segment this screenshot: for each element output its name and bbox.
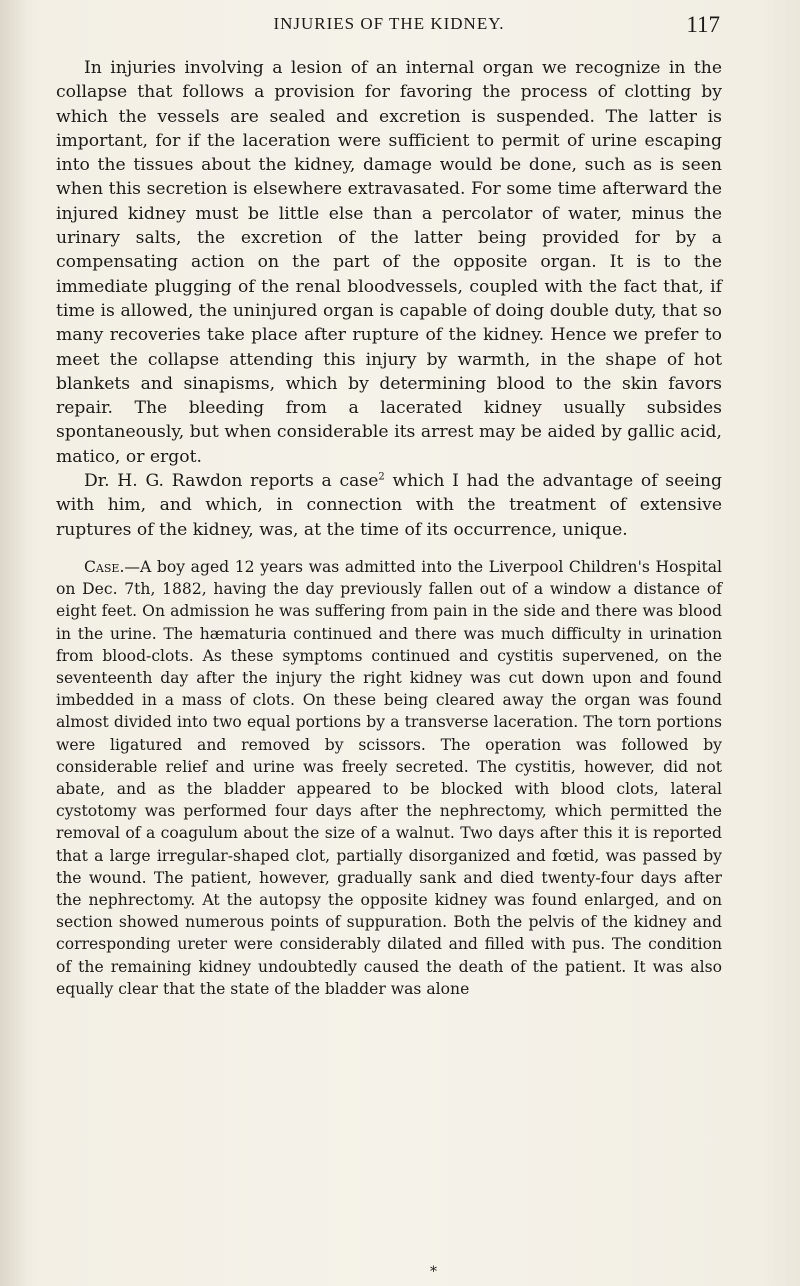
paragraph-rawdon-report [56, 469, 722, 542]
body-text [56, 56, 722, 1000]
case-paragraph [56, 556, 722, 1000]
footnote-reference: 2 [378, 471, 385, 483]
paragraph-collapse-treatment: In injuries involving a lesion of an internal organ we recognize in the collapse that follows a provision for favoring the process of clotting by which the vessels are sealed and excretion is suspended. The latter is important, for if the laceration were sufficient to permit of urine escaping into the tissues about the kidney, damage would be done, such as is seen when this secretion is elsewhere extravasated. For some time afterward the injured kidney must be little else than a percolator of water, minus the urinary salts, the excretion of the latter being provided for by a compensating action on the part of the opposite organ. It is to the immediate plugging of the renal bloodvessels, coupled with the fact that, if time is allowed, the uninjured organ is capable of doing double duty, that so many recoveries take place after rupture of the kidney. Hence we prefer to meet the collapse attending this injury by warmth, in the shape of hot blankets and sinapisms, which by determining blood to the skin favors repair. The bleeding from a lacerated kidney usually subsides spontaneously, but when considerable its arrest may be aided by gallic acid, matico, or ergot. [56, 58, 722, 467]
footer-mark: * [430, 1264, 437, 1280]
rawdon-text-end: which I had the advantage of seeing with him, and which, in connection with the treatment of extensive ruptures of the kidney, was, at the time of its occurrence, unique. [56, 471, 722, 540]
case-text: —A boy aged 12 years was admitted into the Liverpool Children's Hospital on Dec. 7th, 1882, having the day previously fallen out of a window a distance of eight feet. On admission he was suffering from pain in the side and there was blood in the urine. The hæmaturia continued and there was much difficulty in urination from blood-clots. As these symptoms continued and cystitis supervened, on the seventeenth day after the injury the right kidney was cut down upon and found imbedded in a mass of clots. On these being cleared away the organ was found almost divided into two equal portions by a transverse laceration. The torn portions were ligatured and removed by scissors. The operation was followed by considerable relief and urine was freely secreted. The cystitis, however, did not abate, and as the bladder appeared to be blocked with blood clots, lateral cystotomy was performed four days after the nephrectomy, which permitted the removal of a coagulum about the size of a walnut. Two days after this it is reported that a large irregular-shaped clot, partially disorganized and fœtid, was passed by the wound. The patient, however, gradually sank and died twenty-four days after the nephrectomy. At the autopsy the opposite kidney was found enlarged, and on section showed numerous points of suppuration. Both the pelvis of the kidney and corresponding ureter were considerably dilated and filled with pus. The condition of the remaining kidney undoubtedly caused the death of the patient. It was also equally clear that the state of the bladder was alone [56, 557, 722, 998]
case-report [56, 556, 722, 1000]
running-title: INJURIES OF THE KIDNEY. [273, 14, 505, 33]
case-label: Case. [84, 557, 125, 576]
page-number: 117 [686, 12, 720, 37]
rawdon-text-start: Dr. H. G. Rawdon reports a case [84, 471, 379, 492]
running-head [58, 14, 720, 44]
page-edge-shadow [0, 0, 28, 1286]
